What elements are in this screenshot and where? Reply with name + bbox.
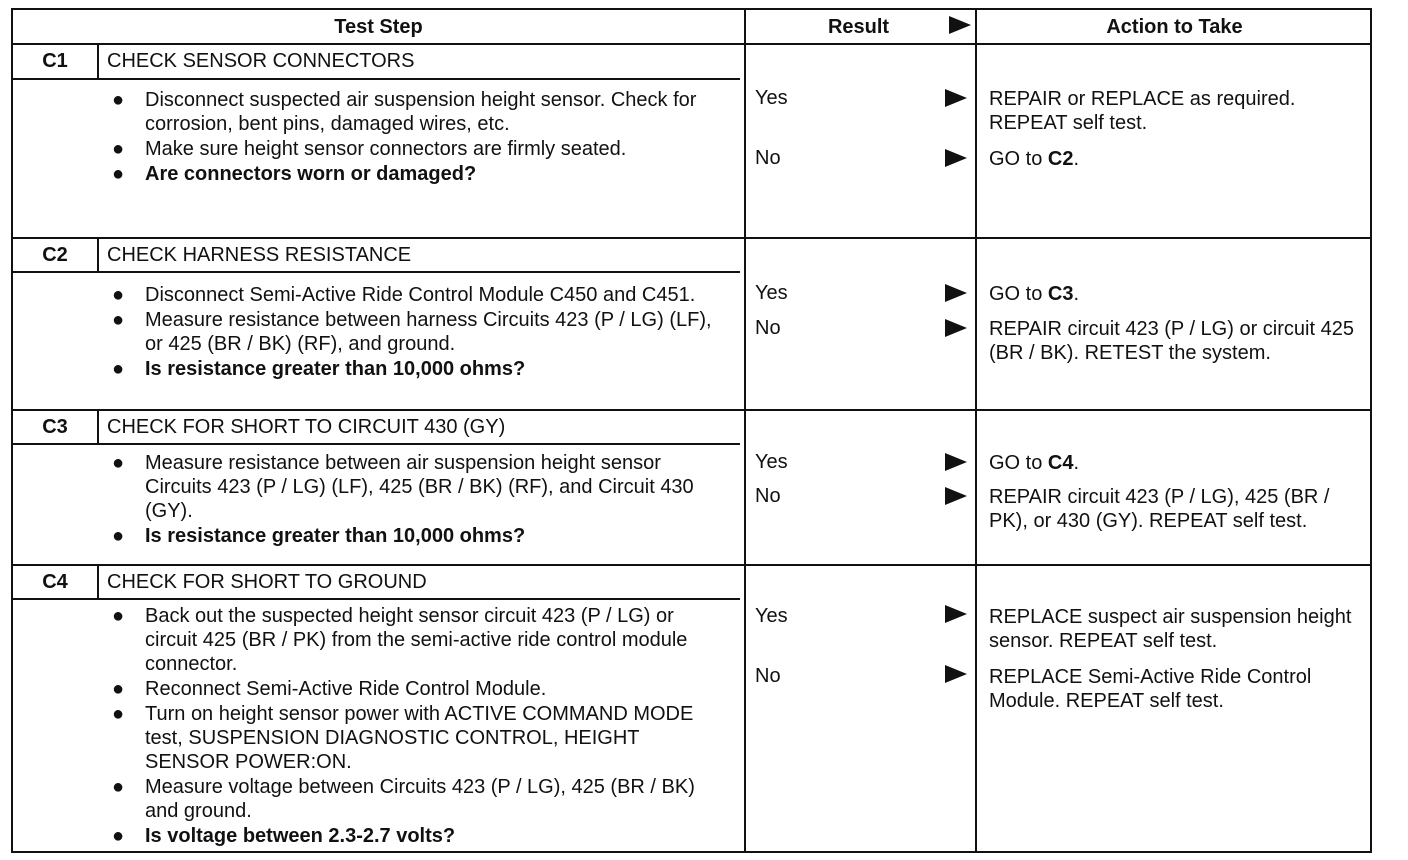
step-checklist xyxy=(105,604,715,849)
bullet-icon: ● xyxy=(112,703,125,725)
arrow-icon xyxy=(945,453,967,471)
step-title: CHECK FOR SHORT TO GROUND xyxy=(107,570,427,593)
action-text: REPLACE suspect air suspension height sensor. REPEAT self test. xyxy=(989,606,1352,652)
divider xyxy=(744,10,746,851)
action-text: GO to C4. xyxy=(989,452,1080,474)
header-result: Result xyxy=(827,15,890,38)
bullet-icon: ● xyxy=(112,358,125,380)
divider xyxy=(13,271,740,273)
result-yes: Yes xyxy=(755,605,788,627)
step-checklist xyxy=(105,283,715,382)
bullet-icon: ● xyxy=(112,678,125,700)
bullet-icon: ● xyxy=(112,605,125,627)
action-text: REPAIR or REPLACE as required. REPEAT self test. xyxy=(989,88,1296,134)
step-id: C1 xyxy=(42,50,68,72)
bullet-icon: ● xyxy=(112,89,125,111)
checklist-item: ● Reconnect Semi-Active Ride Control Module. xyxy=(112,678,547,700)
action-text: REPAIR circuit 423 (P / LG) or circuit 425 (BR / BK). RETEST the system. xyxy=(989,318,1354,364)
checklist-question: ● Is resistance greater than 10,000 ohms? xyxy=(112,525,526,547)
step-id: C2 xyxy=(42,243,68,266)
checklist-item: ● Make sure height sensor connectors are firmly seated. xyxy=(112,138,627,160)
step-id: C4 xyxy=(42,570,68,593)
bullet-icon: ● xyxy=(112,825,125,847)
arrow-icon xyxy=(945,487,967,505)
result-yes: Yes xyxy=(755,282,788,304)
diagnostic-table xyxy=(11,8,1372,853)
checklist-item: ● Disconnect suspected air suspension height sensor. Check for corrosion, bent pins, damaged wires, etc. xyxy=(112,89,697,135)
result-no: No xyxy=(755,317,781,339)
result-yes: Yes xyxy=(755,87,788,109)
divider xyxy=(97,238,99,272)
result-yes: Yes xyxy=(755,451,788,473)
step-id: C3 xyxy=(42,415,68,438)
header-arrow-icon xyxy=(949,16,971,34)
bullet-icon: ● xyxy=(112,525,125,547)
bullet-icon: ● xyxy=(112,138,125,160)
step-checklist xyxy=(105,88,715,187)
arrow-icon xyxy=(945,149,967,167)
header-test-step: Test Step xyxy=(334,15,423,38)
divider xyxy=(97,44,99,80)
checklist-question: ● Is resistance greater than 10,000 ohms? xyxy=(112,358,526,380)
action-text: REPLACE Semi-Active Ride Control Module. REPEAT self test. xyxy=(989,666,1312,712)
step-title: CHECK HARNESS RESISTANCE xyxy=(107,243,412,266)
checklist-question: ● Is voltage between 2.3-2.7 volts? xyxy=(112,825,456,847)
bullet-icon: ● xyxy=(112,309,125,331)
step-title: CHECK SENSOR CONNECTORS xyxy=(107,50,415,72)
bullet-icon: ● xyxy=(112,776,125,798)
action-text: GO to C2. xyxy=(989,148,1080,170)
checklist-item: ● Disconnect Semi-Active Ride Control Module C450 and C451. xyxy=(112,284,696,306)
arrow-icon xyxy=(945,284,967,302)
divider xyxy=(13,443,740,445)
bullet-icon: ● xyxy=(112,284,125,306)
divider xyxy=(13,78,740,80)
divider xyxy=(97,565,99,599)
result-no: No xyxy=(755,485,781,507)
checklist-item: ● Turn on height sensor power with ACTIVE COMMAND MODE test, SUSPENSION DIAGNOSTIC CONTROL, HEIGHT SENSOR POWER:ON. xyxy=(112,703,694,773)
action-text: GO to C3. xyxy=(989,283,1080,305)
arrow-icon xyxy=(945,665,967,683)
divider xyxy=(975,10,977,851)
checklist-item: ● Back out the suspected height sensor circuit 423 (P / LG) or circuit 425 (BR / PK) from the semi-active ride control module connector. xyxy=(112,605,688,675)
step-title: CHECK FOR SHORT TO CIRCUIT 430 (GY) xyxy=(107,415,506,438)
checklist-question: ● Are connectors worn or damaged? xyxy=(112,163,477,185)
action-text: REPAIR circuit 423 (P / LG), 425 (BR / PK), or 430 (GY). REPEAT self test. xyxy=(989,486,1330,532)
step-checklist xyxy=(105,451,715,549)
header-action: Action to Take xyxy=(1106,15,1243,38)
result-no: No xyxy=(755,147,781,169)
checklist-item: ● Measure voltage between Circuits 423 (P / LG), 425 (BR / BK) and ground. xyxy=(112,776,695,822)
arrow-icon xyxy=(945,89,967,107)
divider xyxy=(13,598,740,600)
checklist-item: ● Measure resistance between harness Circuits 423 (P / LG) (LF), or 425 (BR / BK) (RF), and ground. xyxy=(112,309,712,355)
checklist-item: ● Measure resistance between air suspension height sensor Circuits 423 (P / LG) (LF), 425 (BR / BK) (RF), and Circuit 430 (GY). xyxy=(112,452,694,522)
arrow-icon xyxy=(945,605,967,623)
bullet-icon: ● xyxy=(112,452,125,474)
divider xyxy=(97,410,99,444)
result-no: No xyxy=(755,665,781,687)
arrow-icon xyxy=(945,319,967,337)
bullet-icon: ● xyxy=(112,163,125,185)
